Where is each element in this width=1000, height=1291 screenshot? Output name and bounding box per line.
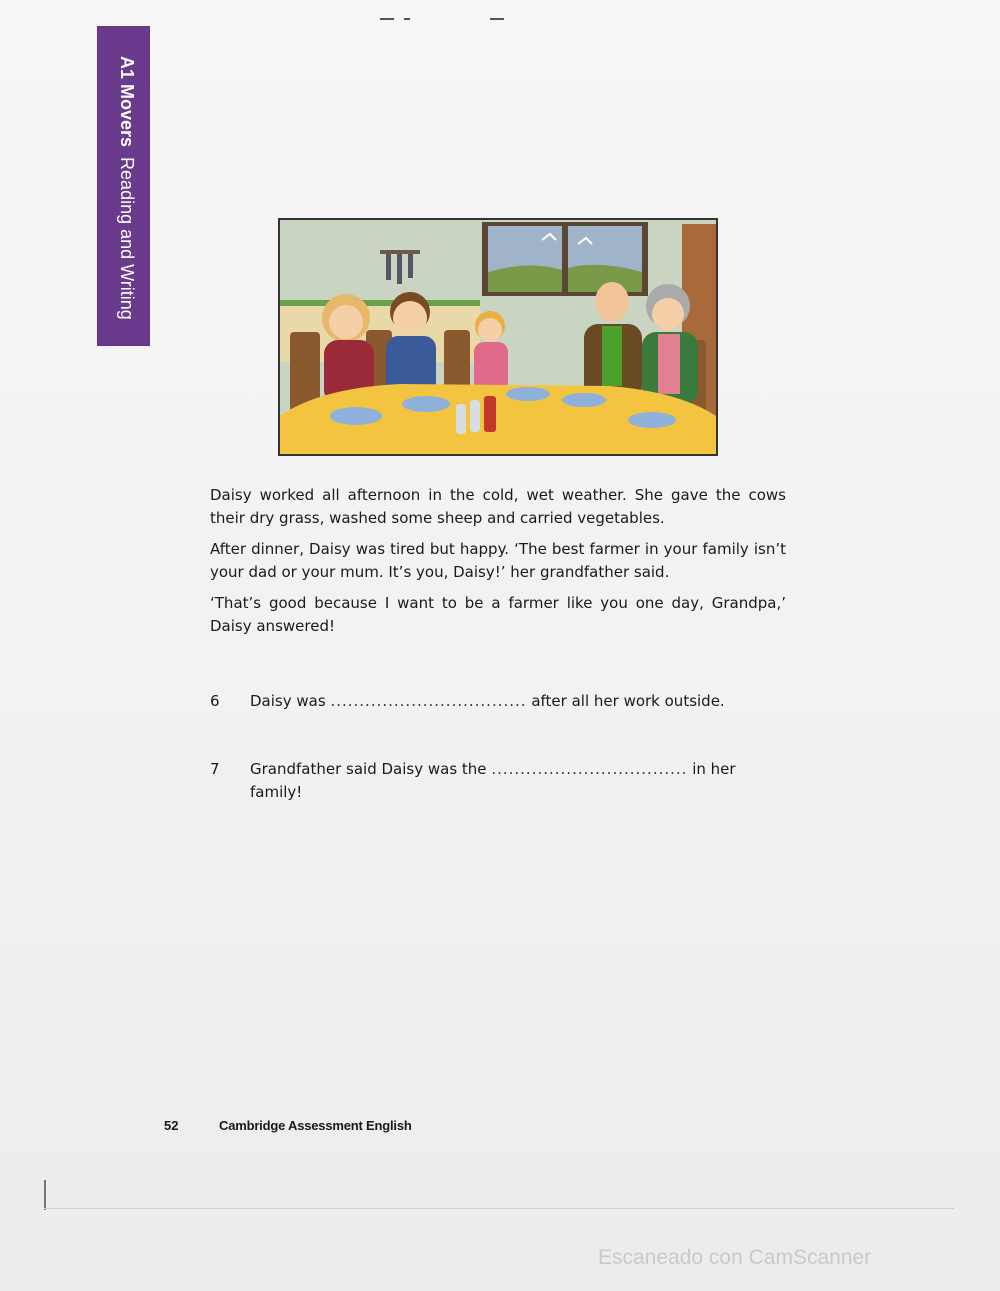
page-number: 52 [164, 1118, 179, 1133]
utensil-rack [380, 250, 420, 254]
pepper-shaker-icon [470, 400, 480, 432]
ladle-icon [386, 254, 391, 280]
question-body [250, 758, 770, 804]
question-text-after: after all her work outside. [531, 692, 725, 710]
page-footer [164, 1118, 564, 1138]
mum-face [329, 305, 363, 339]
grandma-blouse [658, 334, 680, 394]
story-paragraph-3: ‘That’s good because I want to be a farmer like you one day, Grandpa,’ Daisy answered! [210, 594, 786, 635]
counter-top [280, 300, 480, 306]
story-text [210, 484, 786, 646]
question-number: 6 [210, 692, 220, 710]
scanner-watermark: Escaneado con CamScanner [598, 1246, 872, 1269]
question-body [250, 690, 770, 713]
whisk-icon [408, 254, 413, 278]
plate-icon [562, 393, 606, 407]
side-tab-label [116, 56, 137, 320]
plate-icon [402, 396, 450, 412]
scan-top-marks [380, 14, 510, 22]
ketchup-bottle-icon [484, 396, 496, 432]
daisy-face [478, 318, 502, 342]
illustration-drawing [280, 220, 716, 454]
daisy-body [474, 342, 508, 392]
side-tab-section: Reading and Writing [117, 157, 137, 320]
question-number: 7 [210, 760, 220, 778]
side-tab-level: A1 Movers [117, 56, 137, 148]
salt-shaker-icon [456, 404, 466, 434]
question-text-after: in her family! [250, 760, 736, 801]
field-left [488, 265, 562, 292]
story-paragraph-2: After dinner, Daisy was tired but happy. ‘The best farmer in your family isn’t your dad or your mum. It’s you, Daisy!’ her grandfather said. [210, 540, 786, 581]
story-paragraph-1: Daisy worked all afternoon in the cold, wet weather. She gave the cows their dry grass, washed some sheep and carried vegetables. [210, 486, 786, 527]
question-text-before: Daisy was [250, 692, 326, 710]
grandpa-face [595, 282, 629, 322]
grandma-face [652, 298, 684, 330]
question-text-before: Grandfather said Daisy was the [250, 760, 487, 778]
plate-icon [506, 387, 550, 401]
scan-edge-mark [44, 1180, 46, 1210]
answer-blank[interactable]: .................................. [330, 692, 527, 710]
spatula-icon [397, 254, 402, 284]
section-side-tab [97, 26, 150, 346]
publisher-name: Cambridge Assessment English [219, 1118, 412, 1133]
plate-icon [628, 412, 676, 428]
plate-icon [330, 407, 382, 425]
family-dinner-illustration [278, 218, 718, 456]
grandpa-shirt [602, 326, 622, 386]
scan-edge-line [44, 1208, 954, 1209]
answer-blank[interactable]: .................................. [491, 760, 688, 778]
dad-face [393, 301, 427, 335]
